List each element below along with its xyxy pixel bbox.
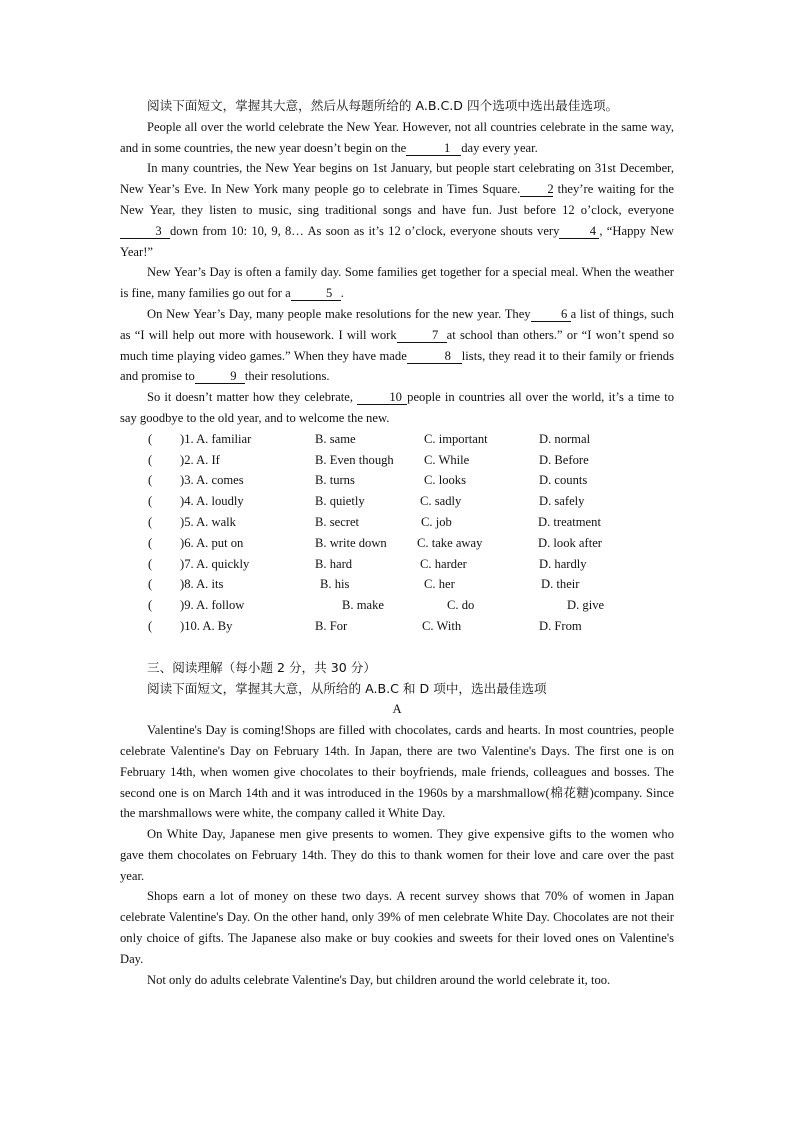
blank-1: 1 <box>406 141 461 156</box>
blank-3: 3 <box>120 224 170 239</box>
reading-section-heading: 三、阅读理解（每小题 2 分，共 30 分） <box>147 659 376 675</box>
blank-7: 7 <box>397 328 447 343</box>
question-row: ( )10. A. By B. For C. With D. From <box>148 618 582 633</box>
question-row: ( )3. A. comes B. turns C. looks D. counts <box>148 473 588 488</box>
reading-paragraph-3: Shops earn a lot of money on these two days. A recent survey shows that 70% of women in Japan celebrate Valentine's Day. On the other hand, only 39% of men celebrate White Day. Chocolates are not their only choice of gifts. The Japanese also make or buy cookies and sweets for their loved ones on Valentine's Day. <box>120 889 674 966</box>
question-row: ( )8. A. its B. his C. her D. their <box>148 577 580 592</box>
blank-6: 6 <box>531 307 571 322</box>
blank-4: 4 <box>559 224 599 239</box>
blank-9: 9 <box>195 369 245 384</box>
reading-paragraph-2: On White Day, Japanese men give presents to women. They give expensive gifts to the women who gave them chocolates on February 14th. They do this to thank women for their love and care over the past year. <box>120 827 674 883</box>
question-row: ( )1. A. familiar B. same C. important D. normal <box>148 431 591 446</box>
question-row: ( )5. A. walk B. secret C. job D. treatment <box>148 514 601 529</box>
cloze-instruction: 阅读下面短文，掌握其大意，然后从每题所给的 A.B.C.D 四个选项中选出最佳选项。 <box>147 98 619 113</box>
passage-label: A <box>392 702 402 717</box>
question-row: ( )7. A. quickly B. hard C. harder D. hardly <box>148 556 587 571</box>
question-row: ( )4. A. loudly B. quietly C. sadly D. safely <box>148 494 585 509</box>
question-row: ( )9. A. follow B. make C. do D. give <box>148 598 605 613</box>
blank-5: 5 <box>291 286 341 301</box>
question-row: ( )6. A. put on B. write down C. take away D. look after <box>148 535 602 550</box>
reading-paragraph-4: Not only do adults celebrate Valentine's Day, but children around the world celebrate it, too. <box>147 972 611 987</box>
question-row: ( )2. A. If B. Even though C. While D. Before <box>148 452 589 467</box>
cloze-paragraph-2: In many countries, the New Year begins on 1st January, but people start celebrating on 31st December, New Year’s Eve. In New York many people go to celebrate in Times Square. 2 they’re waiting for the New Year, they listen to music, sing traditional songs and have fun. Just before 12 o’clock, everyone 3 down from 10: 10, 9, 8… As soon as it’s 12 o’clock, everyone shouts very 4 , “Happy New Year!” <box>120 161 675 259</box>
document-page <box>120 96 674 990</box>
reading-instruction: 阅读下面短文，掌握其大意，从所给的 A.B.C 和 D 项中，选出最佳选项 <box>147 680 547 696</box>
cloze-paragraph-4: On New Year’s Day, many people make resolutions for the new year. They 6 a list of things, such as “I will help out more with housework. I will work 7 at school than others.” or “I won’t spend so much time playing video games.” When they have made 8 lists, they read it to their family or friends and promise to 9 their resolutions. <box>120 306 674 384</box>
cloze-paragraph-5: So it doesn’t matter how they celebrate, 10 people in countries all over the world, it’s a time to say goodbye to the old year, and to welcome the new. <box>120 390 675 425</box>
question-list <box>120 429 674 637</box>
blank-8: 8 <box>407 349 462 364</box>
cloze-paragraph-3: New Year’s Day is often a family day. Some families get together for a special meal. When the weather is fine, many families go out for a 5 . <box>120 265 674 301</box>
blank-10: 10 <box>357 390 407 405</box>
blank-2: 2 <box>520 182 553 197</box>
cloze-paragraph-1: People all over the world celebrate the New Year. However, not all countries celebrate in the same way, and in some countries, the new year doesn’t begin on the 1 day every year. <box>120 119 674 155</box>
reading-paragraph-1: Valentine's Day is coming!Shops are filled with chocolates, cards and hearts. In most countries, people celebrate Valentine's Day on February 14th. In Japan, there are two Valentine's Days. The first one is on February 14th, when women give chocolates to their boyfriends, male friends, colleagues and bosses. The second one is on March 14th and it was introduced in the 1960s by a marshmallow(棉花糖)company. Since the marshmallows were white, the company called it White Day. <box>120 723 674 821</box>
